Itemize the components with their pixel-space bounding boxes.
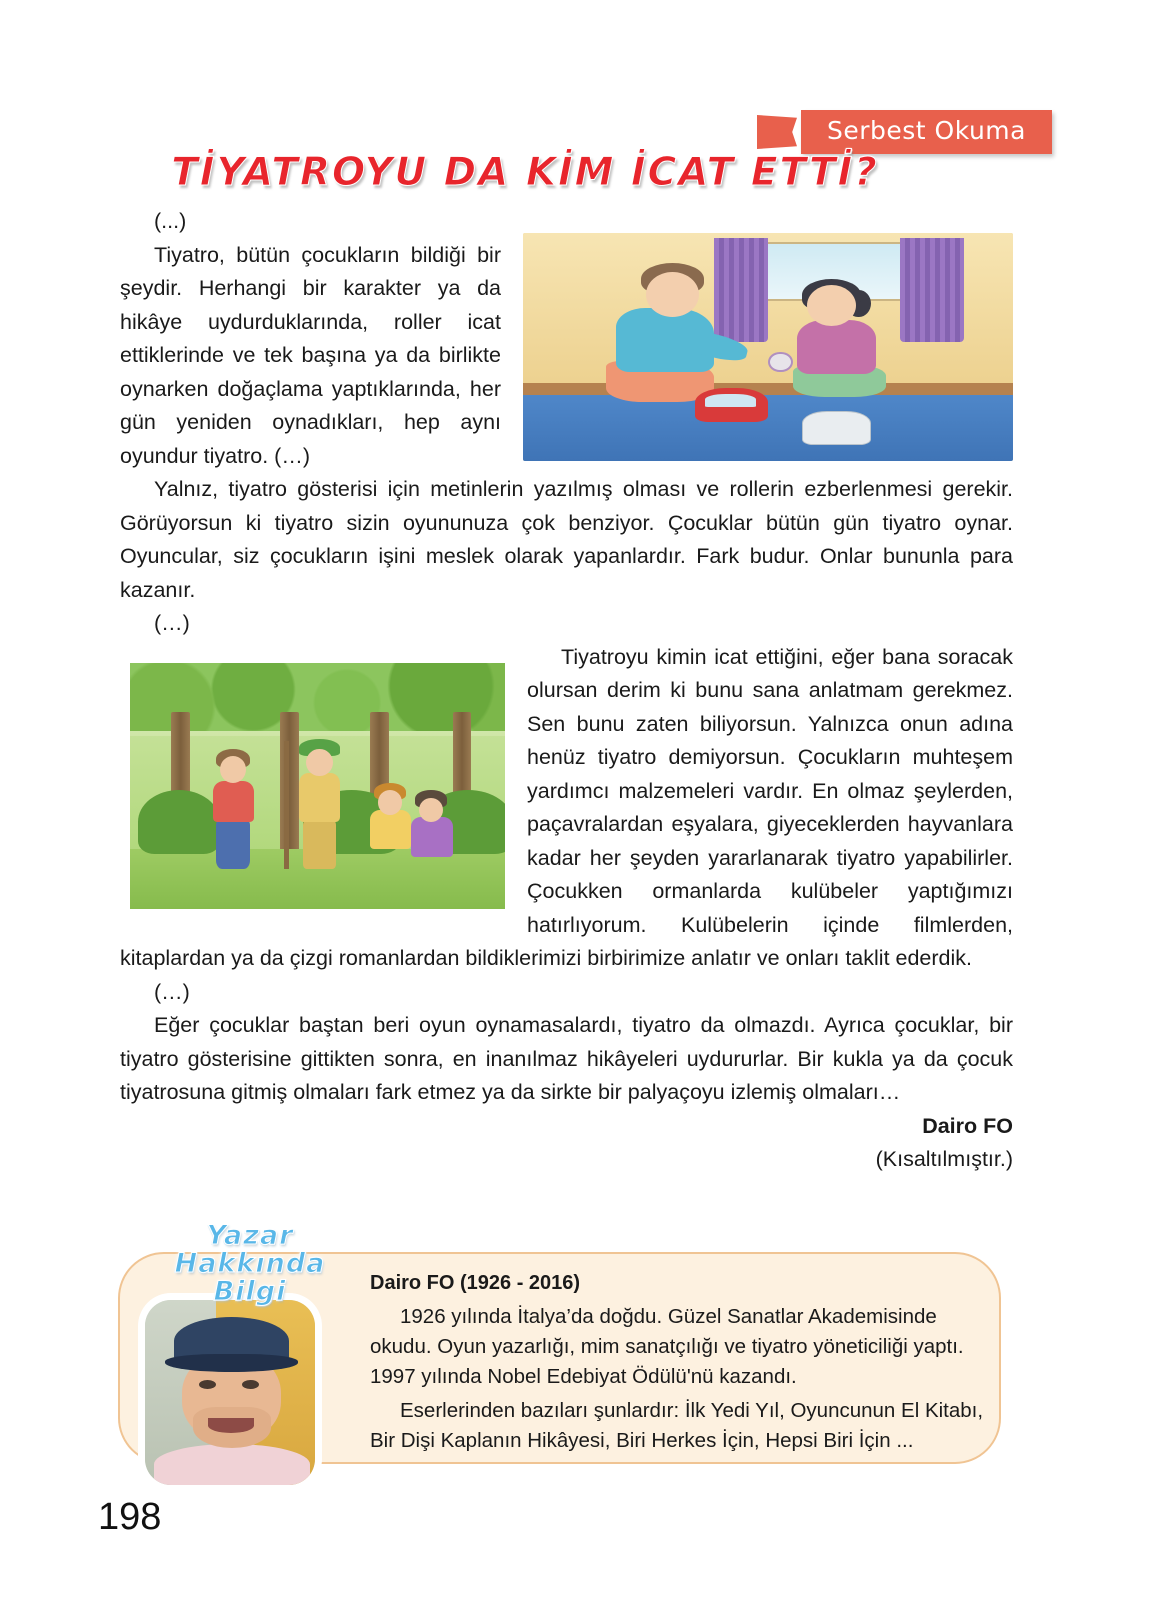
girl-body-shape bbox=[797, 320, 875, 375]
photo-left-eye-shape bbox=[199, 1380, 216, 1389]
author-info-heading: Dairo FO (1926 - 2016) bbox=[370, 1272, 581, 1294]
ellipsis-marker-1: (...) bbox=[154, 209, 187, 233]
child-1-legs-shape bbox=[216, 820, 250, 869]
child-2-head-shape bbox=[306, 749, 332, 776]
wooden-stick-shape bbox=[284, 741, 289, 869]
abridged-note: (Kısaltılmıştır.) bbox=[875, 1147, 1013, 1171]
illustration-children-forest bbox=[130, 663, 505, 909]
author-info-paragraph-1: 1926 yılında İtalya’da doğdu. Güzel Sanatlar Akademisinde okudu. Oyun yazarlığı, mim sanatçılığı ve tiyatro yöneticiliği yaptı. 1997 yılında Nobel Edebiyat Ödülü'nü kazandı. bbox=[370, 1305, 964, 1388]
page-number: 198 bbox=[98, 1496, 162, 1538]
white-toy-car-shape bbox=[802, 411, 871, 445]
page-title: TİYATROYU DA KİM İCAT ETTİ? bbox=[171, 150, 879, 195]
curtain-right-shape bbox=[900, 238, 964, 343]
paragraph-3: Tiyatroyu kimin icat ettiğini, eğer bana soracak olursan derim ki bunu sana anlatmam gerekmez. Sen bunu zaten biliyorsun. Yalnızca onun adına henüz tiyatro demiyorsun. Çocukların muhteşem yardımcı malzemeleri vardır. En olmaz şeylerden, paçavralardan eşyalara, giyeceklerden hayvanlara kadar her şeyden yararlanarak tiyatro yapabilirler. Çocukken ormanlarda kulübeler yaptığımızı hatırlıyorum. Kulübelerin içinde filmlerden, kitaplardan ya da çizgi romanlardan bildiklerimizi birbirimize anlatır ve onları taklit ederdik. bbox=[120, 644, 1013, 970]
floor-shape bbox=[523, 395, 1013, 461]
child-1-head-shape bbox=[220, 756, 246, 783]
child-2-body-shape bbox=[299, 773, 340, 822]
badge-line-2: Hakkında Bilgi bbox=[174, 1248, 326, 1307]
author-info-badge bbox=[145, 1222, 355, 1306]
author-attribution: Dairo FO bbox=[922, 1113, 1013, 1138]
badge-line-1: Yazar bbox=[206, 1220, 294, 1251]
child-3-head-shape bbox=[378, 790, 402, 815]
curtain-left-shape bbox=[714, 238, 768, 343]
child-2-legs-shape bbox=[303, 820, 337, 869]
ellipsis-marker-2: (…) bbox=[154, 611, 190, 635]
paragraph-1: Tiyatro, bütün çocukların bildiği bir şeydir. Herhangi bir karakter ya da hikâye uydurduklarında, roller icat ettiklerinde ve tek başına ya da birlikte oynarken doğaçlama yaptıklarında, her gün yeniden oynadıkları, hep aynı oyundur tiyatro. (…) bbox=[120, 242, 501, 468]
author-info-text bbox=[370, 1268, 990, 1456]
paragraph-2: Yalnız, tiyatro gösterisi için metinlerin yazılmış olması ve rollerin ezberlenmesi gerekir. Görüyorsun ki tiyatro sizin oyununuza çok benziyor. Çocuklar bütün gün tiyatro oynar. Oyuncular, siz çocukların işini meslek olarak yapanlardır. Fark budur. Onlar bununla para kazanır. bbox=[120, 477, 1013, 602]
photo-right-eye-shape bbox=[242, 1380, 259, 1389]
bush-shape bbox=[138, 790, 221, 854]
ribbon-tail-icon bbox=[757, 115, 797, 149]
ellipsis-marker-3: (…) bbox=[154, 979, 190, 1004]
red-toy-car-shape bbox=[695, 388, 769, 422]
baseboard-shape bbox=[523, 383, 1013, 394]
author-photo bbox=[145, 1300, 315, 1485]
section-tab bbox=[757, 110, 1052, 154]
illustration-children-playing bbox=[523, 233, 1013, 461]
article-body bbox=[120, 205, 1013, 1177]
paragraph-4: Eğer çocuklar baştan beri oyun oynamasalardı, tiyatro da olmazdı. Ayrıca çocuklar, bir tiyatro gösterisine gittikten sonra, en inanılmaz hikâyeleri uydururlar. Bir kukla ya da çocuk tiyatrosuna gitmiş olmaları fark etmez ya da sirkte bir palyaçoyu izlemiş olmaları… bbox=[120, 1013, 1013, 1104]
child-1-body-shape bbox=[213, 781, 254, 823]
toy-mirror-shape bbox=[768, 352, 793, 373]
child-4-body-shape bbox=[411, 817, 452, 856]
author-info-paragraph-2: Eserlerinden bazıları şunlardır: İlk Yedi Yıl, Oyuncunun El Kitabı, Bir Dişi Kaplanın Hikâyesi, Biri Herkes İçin, Hepsi Biri İçin ... bbox=[370, 1399, 984, 1452]
photo-shirt-shape bbox=[154, 1444, 310, 1485]
photo-smile-shape bbox=[208, 1418, 254, 1433]
child-3-body-shape bbox=[370, 810, 411, 849]
section-tab-label: Serbest Okuma bbox=[801, 110, 1052, 154]
